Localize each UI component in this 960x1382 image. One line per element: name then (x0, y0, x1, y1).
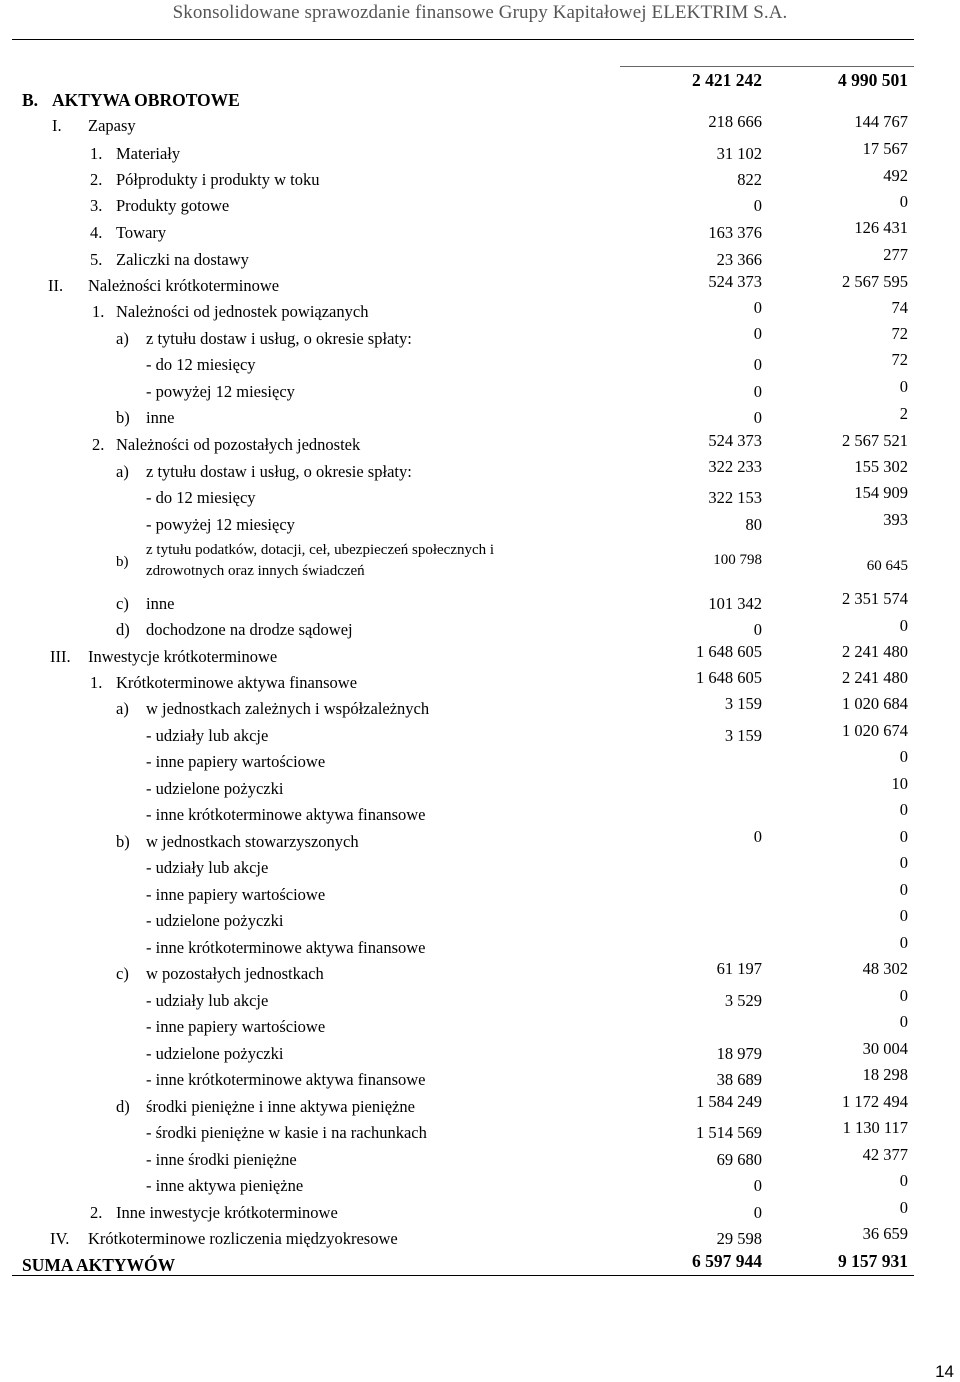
value-current: 1 648 605 (696, 668, 762, 687)
value-current: 822 (737, 170, 762, 189)
value-previous: 0 (899, 880, 908, 899)
value-previous: 1 130 117 (842, 1118, 908, 1137)
value-current: 524 373 (708, 272, 762, 291)
row-number: b) (116, 554, 129, 570)
value-current: 218 666 (708, 112, 762, 131)
total-previous: 9 157 931 (838, 1251, 908, 1271)
value-current: 524 373 (708, 431, 762, 450)
value-current: 29 598 (716, 1229, 762, 1248)
value-previous: 0 (899, 1171, 908, 1190)
row-label: - inne aktywa pieniężne (146, 1176, 304, 1195)
total-current: 6 597 944 (692, 1251, 762, 1271)
row-label: z tytułu dostaw i usług, o okresie spłaty: (146, 329, 412, 348)
row-label: w jednostkach stowarzyszonych (146, 832, 359, 851)
value-current: 0 (753, 1176, 762, 1195)
value-previous: 277 (883, 245, 908, 264)
row-label: - powyżej 12 miesięcy (146, 382, 295, 401)
value-current: 61 197 (716, 959, 762, 978)
value-previous: 0 (899, 192, 908, 211)
value-previous: 72 (891, 324, 908, 343)
value-previous: 4 990 501 (838, 70, 908, 90)
value-previous: 2 567 521 (842, 431, 908, 450)
value-previous: 0 (899, 853, 908, 872)
row-label: - inne krótkoterminowe aktywa finansowe (146, 1070, 426, 1089)
row-number: 1. (92, 302, 105, 321)
row-label: - udziały lub akcje (146, 726, 269, 745)
row-number: c) (116, 594, 129, 613)
value-previous: 30 004 (862, 1039, 908, 1058)
value-current: 0 (753, 620, 762, 639)
row-number: II. (48, 276, 64, 295)
value-previous: 0 (899, 933, 908, 952)
value-current: 100 798 (713, 552, 762, 568)
value-previous: 17 567 (862, 139, 908, 158)
value-previous: 2 (899, 404, 908, 423)
value-previous: 1 020 684 (842, 694, 908, 713)
value-current: 80 (745, 515, 762, 534)
value-current: 38 689 (716, 1070, 762, 1089)
row-number: B. (22, 90, 39, 110)
value-previous: 1 020 674 (842, 721, 908, 740)
row-number: a) (116, 329, 129, 348)
value-previous: 0 (899, 1198, 908, 1217)
value-previous: 74 (891, 298, 908, 317)
row-label: Produkty gotowe (116, 196, 230, 215)
value-current: 322 153 (708, 488, 762, 507)
row-label: - udziały lub akcje (146, 991, 269, 1010)
row-label: środki pieniężne i inne aktywa pieniężne (146, 1097, 415, 1116)
value-previous: 126 431 (854, 218, 908, 237)
value-current: 2 421 242 (692, 70, 762, 90)
value-previous: 154 909 (854, 483, 908, 502)
value-current: 322 233 (708, 457, 762, 476)
row-label: Inwestycje krótkoterminowe (88, 647, 278, 666)
row-label: AKTYWA OBROTOWE (52, 90, 240, 110)
row-label: Półprodukty i produkty w toku (116, 170, 320, 189)
row-number: III. (50, 647, 71, 666)
value-previous: 18 298 (862, 1065, 908, 1084)
value-current: 69 680 (716, 1150, 762, 1169)
row-label: Zaliczki na dostawy (116, 250, 249, 269)
row-number: 1. (90, 144, 103, 163)
value-current: 3 159 (724, 726, 762, 745)
row-number: IV. (50, 1229, 70, 1248)
value-previous: 144 767 (854, 112, 908, 131)
value-previous: 0 (899, 377, 908, 396)
value-current: 0 (753, 298, 762, 317)
row-label: Krótkoterminowe aktywa finansowe (116, 673, 358, 692)
value-current: 23 366 (716, 250, 762, 269)
value-previous: 393 (883, 510, 908, 529)
row-label: - środki pieniężne w kasie i na rachunkach (146, 1123, 427, 1142)
value-previous: 72 (891, 350, 908, 369)
value-previous: 42 377 (862, 1145, 908, 1164)
value-current: 3 529 (724, 991, 762, 1010)
page-header: Skonsolidowane sprawozdanie finansowe Grupy Kapitałowej ELEKTRIM S.A. (172, 2, 788, 23)
row-label: z tytułu podatków, dotacji, ceł, ubezpieczeń społecznych i (146, 542, 495, 558)
value-previous: 36 659 (862, 1224, 908, 1243)
row-label: inne (146, 408, 175, 427)
row-number: b) (116, 408, 130, 427)
value-previous: 0 (899, 800, 908, 819)
value-previous: 492 (883, 166, 908, 185)
row-number: b) (116, 832, 130, 851)
row-label: Zapasy (88, 116, 136, 135)
value-current: 0 (753, 827, 762, 846)
row-number: d) (116, 1097, 130, 1116)
value-previous: 0 (899, 616, 908, 635)
row-number: 2. (90, 170, 103, 189)
row-label: - do 12 miesięcy (146, 488, 256, 507)
value-previous: 2 241 480 (842, 668, 908, 687)
value-current: 1 514 569 (696, 1123, 762, 1142)
row-label: - inne krótkoterminowe aktywa finansowe (146, 805, 426, 824)
row-number: c) (116, 964, 129, 983)
value-current: 1 648 605 (696, 642, 762, 661)
row-label: - inne papiery wartościowe (146, 1017, 326, 1036)
value-current: 101 342 (708, 594, 762, 613)
value-previous: 0 (899, 906, 908, 925)
row-label: Należności od pozostałych jednostek (116, 435, 361, 454)
value-current: 1 584 249 (696, 1092, 762, 1111)
value-current: 18 979 (716, 1044, 762, 1063)
value-previous: 2 351 574 (842, 589, 908, 608)
value-previous: 0 (899, 747, 908, 766)
value-previous: 2 567 595 (842, 272, 908, 291)
row-number: d) (116, 620, 130, 639)
row-number: a) (116, 462, 129, 481)
row-label: - powyżej 12 miesięcy (146, 515, 295, 534)
value-previous: 0 (899, 986, 908, 1005)
value-previous: 0 (899, 827, 908, 846)
value-previous: 155 302 (854, 457, 908, 476)
row-number: 4. (90, 223, 103, 242)
row-label: Należności krótkoterminowe (88, 276, 280, 295)
row-number: 5. (90, 250, 103, 269)
row-number: 2. (92, 435, 105, 454)
value-current: 31 102 (716, 144, 762, 163)
row-label-continuation: zdrowotnych oraz innych świadczeń (146, 563, 365, 579)
value-previous: 10 (891, 774, 908, 793)
row-label: Towary (116, 223, 167, 242)
row-label: w pozostałych jednostkach (146, 964, 324, 983)
row-label: - inne papiery wartościowe (146, 752, 326, 771)
value-current: 0 (753, 324, 762, 343)
row-number: 3. (90, 196, 103, 215)
value-previous: 48 302 (862, 959, 908, 978)
value-previous: 60 645 (866, 558, 908, 574)
value-previous: 2 241 480 (842, 642, 908, 661)
value-previous: 0 (899, 1012, 908, 1031)
value-previous: 1 172 494 (842, 1092, 908, 1111)
row-label: - udzielone pożyczki (146, 1044, 284, 1063)
value-current: 0 (753, 355, 762, 374)
total-label: SUMA AKTYWÓW (22, 1255, 176, 1275)
row-label: - udziały lub akcje (146, 858, 269, 877)
row-label: Inne inwestycje krótkoterminowe (116, 1203, 338, 1222)
row-number: a) (116, 699, 129, 718)
value-current: 0 (753, 196, 762, 215)
row-label: Krótkoterminowe rozliczenia międzyokresowe (88, 1229, 398, 1248)
row-label: dochodzone na drodze sądowej (146, 620, 353, 639)
row-number: 1. (90, 673, 103, 692)
value-current: 0 (753, 382, 762, 401)
row-number: 2. (90, 1203, 103, 1222)
value-current: 163 376 (708, 223, 762, 242)
row-label: - udzielone pożyczki (146, 779, 284, 798)
table-bottom-rule (12, 1275, 914, 1276)
page-number: 14 (935, 1362, 954, 1381)
value-current: 3 159 (724, 694, 762, 713)
row-label: - inne papiery wartościowe (146, 885, 326, 904)
value-current: 0 (753, 408, 762, 427)
row-label: Należności od jednostek powiązanych (116, 302, 369, 321)
row-label: - inne krótkoterminowe aktywa finansowe (146, 938, 426, 957)
row-label: w jednostkach zależnych i współzależnych (146, 699, 430, 718)
row-label: z tytułu dostaw i usług, o okresie spłaty: (146, 462, 412, 481)
row-label: - inne środki pieniężne (146, 1150, 297, 1169)
row-label: Materiały (116, 144, 181, 163)
row-label: - udzielone pożyczki (146, 911, 284, 930)
row-label: - do 12 miesięcy (146, 355, 256, 374)
row-label: inne (146, 594, 175, 613)
value-current: 0 (753, 1203, 762, 1222)
row-number: I. (52, 116, 62, 135)
